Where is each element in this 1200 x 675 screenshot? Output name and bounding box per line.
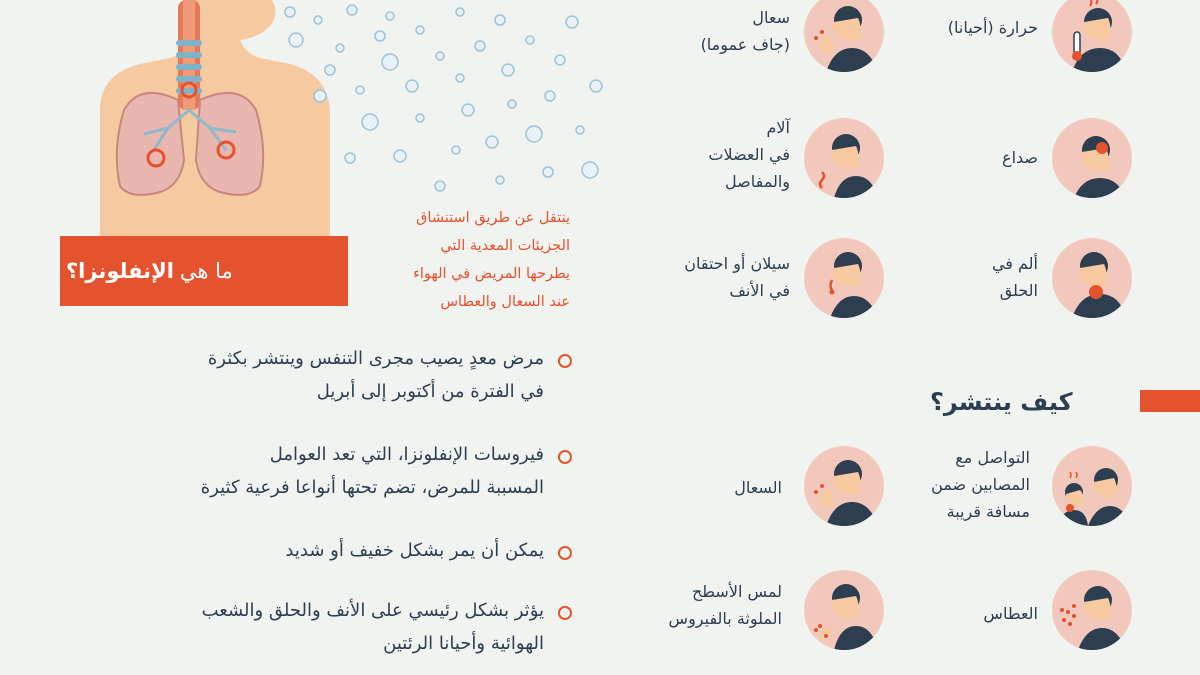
muscle-pain-icon [804, 118, 884, 198]
section-accent-bar [1140, 390, 1200, 412]
transmission-line: ينتقل عن طريق استنشاق [416, 210, 570, 226]
list-item [60, 594, 572, 660]
transmission-line: يطرحها المريض في الهواء [413, 266, 570, 282]
list-item [60, 534, 572, 567]
symptom-label-line: حرارة (أحيانا) [947, 18, 1038, 37]
bullet-circle-icon [558, 546, 572, 560]
list-item-line: الهوائية وأحيانا الرئتين [383, 633, 544, 654]
list-item-line: يمكن أن يمر بشكل خفيف أو شديد [285, 540, 544, 561]
symptom-label-sore-throat [918, 250, 1038, 304]
page-title [60, 236, 348, 306]
symptom-label-muscle-pain [640, 114, 790, 195]
coughing-person-icon [804, 0, 884, 72]
spread-label-close-contact [900, 444, 1030, 525]
list-item-line: مرض معدٍ يصيب مجرى التنفس وينتشر بكثرة [207, 348, 544, 369]
list-item-line: المسببة للمرض، تضم تحتها أنواعا فرعية كثيرة [200, 477, 544, 498]
touching-surfaces-icon [804, 570, 884, 650]
list-item [60, 342, 572, 408]
list-item-line: يؤثر بشكل رئيسي على الأنف والحلق والشعب [201, 600, 544, 621]
spread-section-title: كيف ينتشر؟ [930, 388, 1073, 416]
spread-label-touch-surfaces [610, 578, 782, 632]
bullet-circle-icon [558, 450, 572, 464]
symptom-label-line: ألم في [991, 254, 1038, 273]
runny-nose-icon [804, 238, 884, 318]
close-contact-icon [1052, 446, 1132, 526]
symptom-label-line: (جاف عموما) [700, 35, 790, 54]
transmission-line: الجزيئات المعدية التي [440, 238, 570, 254]
symptom-label-line: آلام [766, 118, 790, 137]
coughing-person-icon [804, 446, 884, 526]
symptom-label-runny-nose [640, 250, 790, 304]
transmission-description [352, 204, 570, 316]
symptom-label-line: الحلق [999, 281, 1038, 300]
sore-throat-icon [1052, 238, 1132, 318]
spread-label-line: السعال [734, 478, 782, 497]
bullet-circle-icon [558, 354, 572, 368]
bullet-circle-icon [558, 606, 572, 620]
title-part-2: الإنفلونزا؟ [66, 259, 174, 283]
list-item-line: في الفترة من أكتوبر إلى أبريل [316, 381, 544, 402]
spread-label-line: المصابين ضمن [931, 475, 1030, 494]
symptom-label-fever [918, 14, 1038, 41]
sneezing-person-icon [1052, 570, 1132, 650]
list-item-line: فيروسات الإنفلونزا، التي تعد العوامل [269, 444, 544, 465]
symptom-label-headache [918, 144, 1038, 171]
symptom-label-cough [640, 4, 790, 58]
headache-icon [1052, 118, 1132, 198]
symptom-label-line: في العضلات [708, 145, 790, 164]
symptom-label-line: سعال [752, 8, 790, 27]
spread-label-line: لمس الأسطح [691, 582, 782, 601]
spread-label-line: مسافة قريبة [946, 502, 1030, 521]
list-item [60, 438, 572, 504]
symptom-label-line: في الأنف [729, 281, 790, 300]
title-part-1: ما هي [179, 259, 233, 283]
symptom-label-line: صداع [1002, 148, 1038, 167]
spread-label-cough [660, 474, 782, 501]
symptom-label-line: سيلان أو احتقان [684, 254, 790, 273]
transmission-line: عند السعال والعطاس [440, 294, 570, 310]
spread-label-sneeze [918, 600, 1038, 627]
spread-label-line: العطاس [983, 604, 1038, 623]
symptom-label-line: والمفاصل [725, 172, 790, 191]
spread-label-line: الملوثة بالفيروس [668, 609, 782, 628]
spread-label-line: التواصل مع [955, 448, 1030, 467]
fever-thermometer-icon [1052, 0, 1132, 72]
